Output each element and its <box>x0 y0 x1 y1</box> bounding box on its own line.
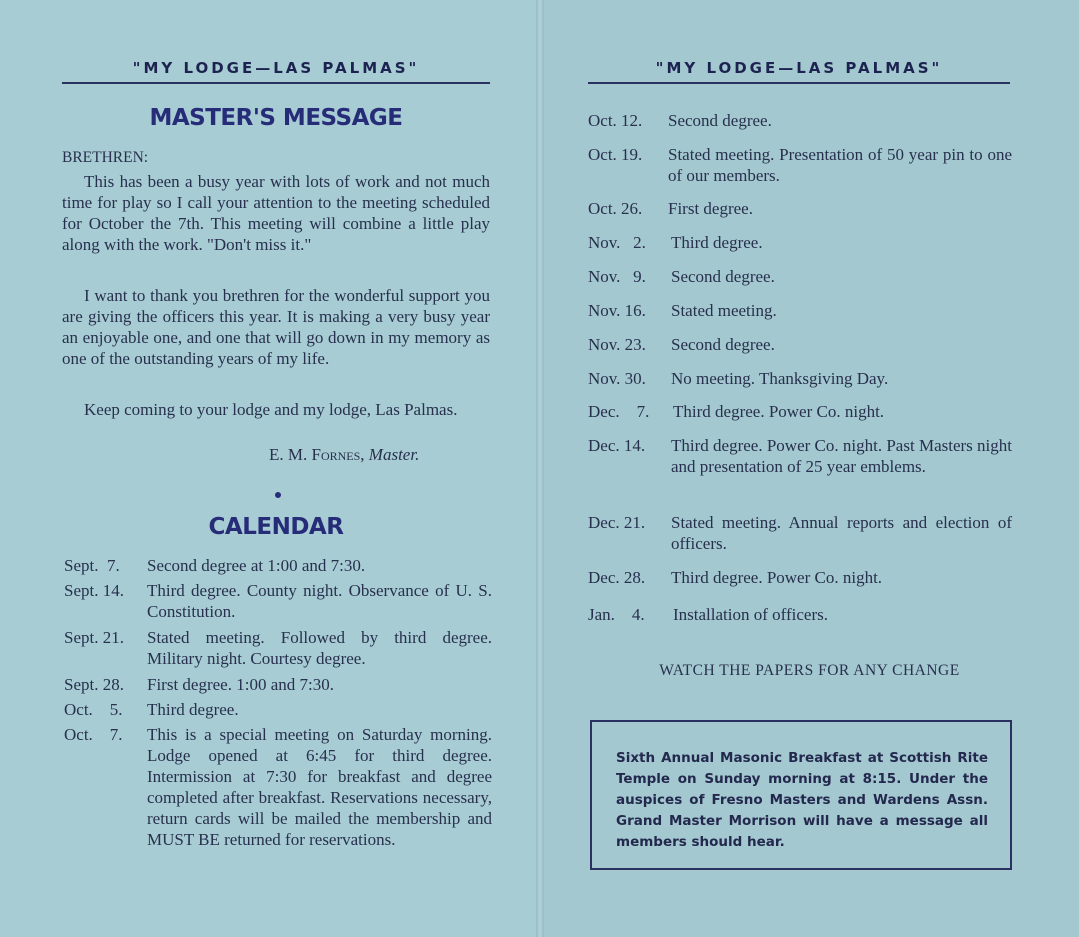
breakfast-announcement-box <box>590 720 1012 870</box>
calendar-entry <box>588 435 1012 501</box>
entry-date: Dec. 7. <box>588 402 650 421</box>
entry-date: Nov. 30. <box>588 369 646 388</box>
section-divider-dot <box>275 492 281 498</box>
entry-date: Nov. 2. <box>588 233 646 252</box>
calendar-entry <box>588 198 1012 222</box>
calendar-entry <box>588 232 1012 256</box>
calendar-entry <box>64 699 492 723</box>
signature <box>269 445 419 465</box>
message-paragraph-2: I want to thank you brethren for the wonderful support you are giving the officers this year. It is making a very busy year an enjoyable one, and one that will go down in my memory as one of the outstanding years of my life. <box>62 286 490 368</box>
entry-text: Second degree. <box>671 267 775 286</box>
entry-date: Jan. 4. <box>588 605 645 624</box>
right-header-rule <box>588 82 1010 84</box>
entry-date: Dec. 21. <box>588 513 646 532</box>
calendar-entry <box>64 627 492 671</box>
entry-text: Third degree. <box>147 700 239 719</box>
calendar-entry <box>64 555 492 579</box>
calendar-entry <box>588 334 1012 358</box>
entry-date: Dec. 14. <box>588 436 646 455</box>
entry-date: Nov. 9. <box>588 267 646 286</box>
entry-text: Third degree. Power Co. night. <box>671 568 883 587</box>
masters-message-title: MASTER'S MESSAGE <box>149 105 403 131</box>
left-header-rule <box>62 82 490 84</box>
calendar-entry <box>588 567 1012 591</box>
entry-text: Stated meeting. Presentation of 50 year pin to one of our members. <box>668 145 1012 185</box>
entry-date: Oct. 26. <box>588 199 643 218</box>
calendar-title: CALENDAR <box>208 514 344 540</box>
page-fold <box>536 0 544 937</box>
entry-date: Dec. 28. <box>588 568 646 587</box>
entry-text: First degree. 1:00 and 7:30. <box>147 675 334 694</box>
entry-text: Stated meeting. <box>671 301 777 320</box>
entry-text: Second degree at 1:00 and 7:30. <box>147 556 366 575</box>
entry-text: Stated meeting. Annual reports and election of officers. <box>671 513 1012 553</box>
message-paragraph-3: Keep coming to your lodge and my lodge, Las Palmas. <box>84 400 458 419</box>
entry-date: Sept. 28. <box>64 675 124 694</box>
left-header: "MY LODGE—LAS PALMAS" <box>132 59 420 77</box>
entry-text: Third degree. Power Co. night. Past Masters night and presentation of 25 year emblems. <box>671 436 1012 476</box>
signature-name: E. M. Fornes, <box>269 445 365 464</box>
entry-date: Sept. 21. <box>64 628 124 647</box>
entry-date: Sept. 7. <box>64 556 120 575</box>
calendar-entry <box>588 512 1012 556</box>
calendar-entry <box>588 604 1012 628</box>
entry-text: This is a special meeting on Saturday morning. Lodge opened at 6:45 for third degree. Intermission at 7:30 for breakfast and degree completed after breakfast. Reservations necessary, return cards will be mailed the membership and MUST BE returned for reservations. <box>147 725 492 849</box>
entry-text: No meeting. Thanksgiving Day. <box>671 369 889 388</box>
entry-text: Third degree. <box>671 233 763 252</box>
calendar-entry <box>588 144 1012 188</box>
calendar-entry <box>588 401 1012 425</box>
entry-date: Oct. 12. <box>588 111 643 130</box>
entry-date: Nov. 16. <box>588 301 646 320</box>
calendar-entry <box>588 300 1012 324</box>
entry-text: Stated meeting. Followed by third degree. Military night. Courtesy degree. <box>147 628 492 668</box>
entry-date: Oct. 5. <box>64 700 123 719</box>
signature-title: Master. <box>368 445 420 464</box>
watch-papers-notice: WATCH THE PAPERS FOR ANY CHANGE <box>659 662 960 679</box>
calendar-entry <box>64 580 492 624</box>
entry-text: Second degree. <box>668 111 772 130</box>
entry-date: Nov. 23. <box>588 335 646 354</box>
entry-date: Oct. 7. <box>64 725 123 744</box>
entry-text: Third degree. County night. Observance of U. S. Constitution. <box>147 581 492 621</box>
entry-text: Second degree. <box>671 335 775 354</box>
entry-date: Oct. 19. <box>588 145 643 164</box>
entry-text: First degree. <box>668 199 753 218</box>
message-paragraph-1: This has been a busy year with lots of work and not much time for play so I call your attention to the meeting scheduled for October the 7th. This meeting will combine a little play along with the work. "Don't miss it." <box>62 172 490 254</box>
calendar-entry <box>64 674 492 698</box>
calendar-entry <box>588 266 1012 290</box>
breakfast-announcement-text: Sixth Annual Masonic Breakfast at Scottish Rite Temple on Sunday morning at 8:15. Under the auspices of Fresno Masters and Wardens Assn. Grand Master Morrison will have a message all members should hear. <box>616 750 988 850</box>
calendar-entry <box>588 368 1012 392</box>
entry-text: Third degree. Power Co. night. <box>673 402 885 421</box>
salutation: BRETHREN: <box>62 149 149 166</box>
entry-text: Installation of officers. <box>673 605 829 624</box>
entry-date: Sept. 14. <box>64 581 124 600</box>
calendar-entry <box>588 110 1012 134</box>
calendar-entry <box>64 724 492 874</box>
right-header: "MY LODGE—LAS PALMAS" <box>655 59 943 77</box>
